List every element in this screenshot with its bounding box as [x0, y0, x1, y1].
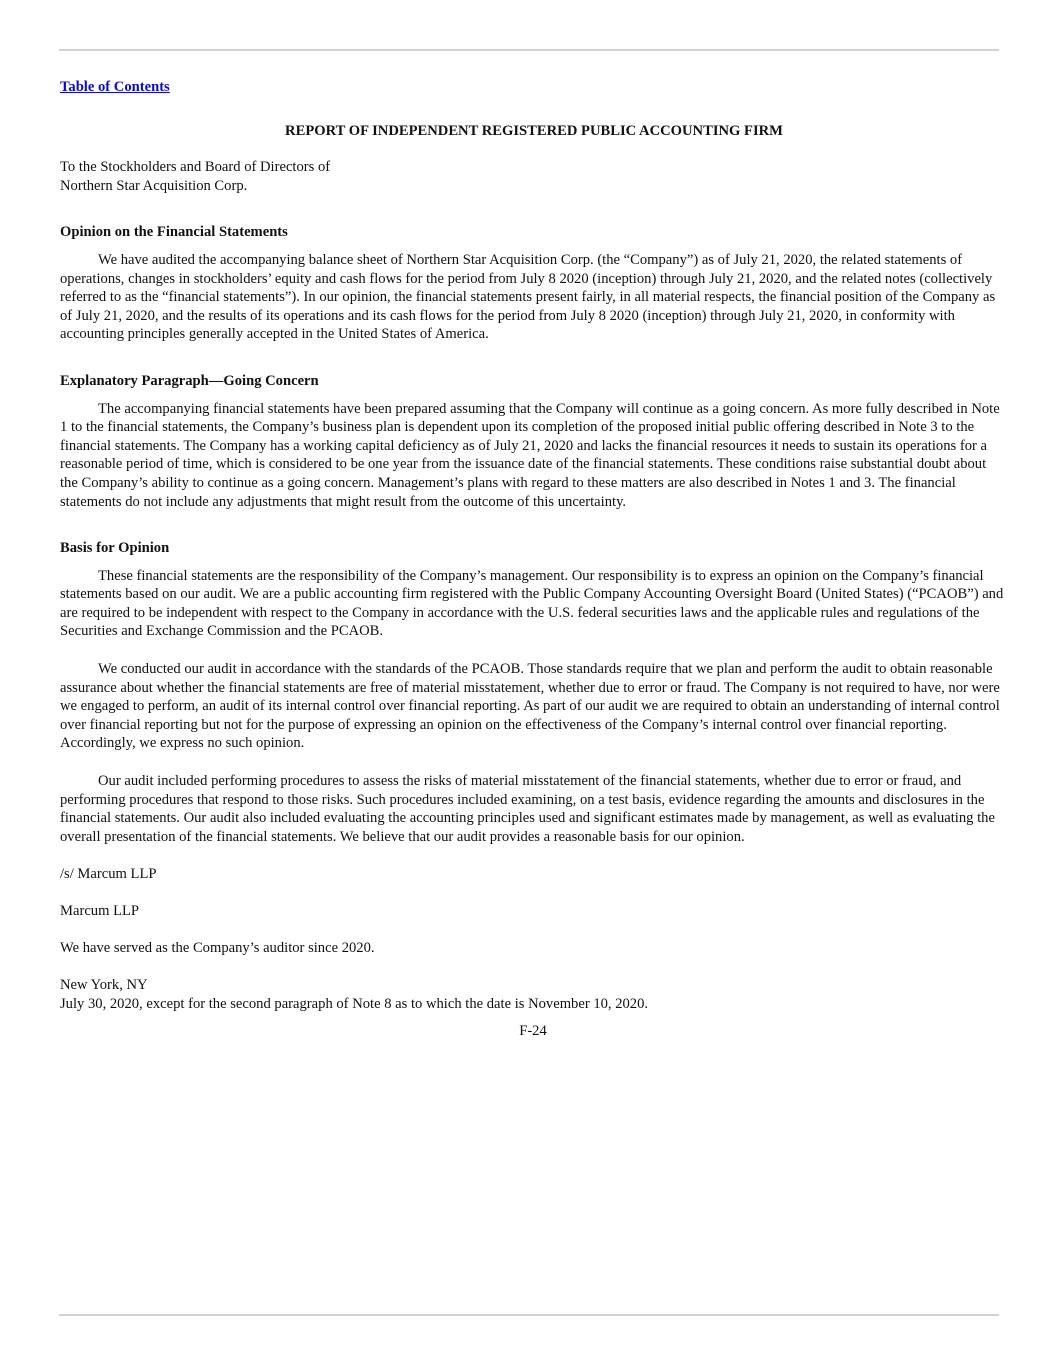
opinion-heading: Opinion on the Financial Statements	[60, 224, 288, 241]
basis-heading: Basis for Opinion	[60, 540, 170, 557]
auditor-tenure: We have served as the Company’s auditor since 2020.	[60, 940, 375, 957]
opinion-paragraph: We have audited the accompanying balance sheet of Northern Star Acquisition Corp. (the “Company”) as of July 21, 2020, the related statements of operations, changes in stockholders’ equity and cash flows for the period from July 8 2020 (inception) through July 21, 2020, and the related notes (collectively referred to as the “financial statements”). In our opinion, the financial statements present fairly, in all material respects, the financial position of the Company as of July 21, 2020, and the results of its operations and its cash flows for the period from July 8 2020 (inception) through July 21, 2020, in conformity with accounting principles generally accepted in the United States of America.	[60, 251, 996, 343]
top-divider	[59, 49, 999, 51]
firm-name: Marcum LLP	[60, 903, 140, 919]
report-title: REPORT OF INDEPENDENT REGISTERED PUBLIC ACCOUNTING FIRM	[285, 122, 783, 139]
signature-line: /s/ Marcum LLP	[60, 865, 157, 882]
basis-paragraph-2: We conducted our audit in accordance with the standards of the PCAOB. Those standards require that we plan and perform the audit to obtain reasonable assurance about whether the financial statements are free of material misstatement, whether due to error or fraud. The Company is not required to have, nor were we engaged to perform, an audit of its internal control over financial reporting. As part of our audit we are required to obtain an understanding of internal control over financial reporting but not for the purpose of expressing an opinion on the effectiveness of the Company’s internal control over financial reporting. Accordingly, we express no such opinion.	[60, 661, 1000, 752]
report-page	[60, 78, 1006, 1041]
bottom-divider	[59, 1314, 999, 1316]
report-date: July 30, 2020, except for the second paragraph of Note 8 as to which the date is November 10, 2020.	[60, 995, 649, 1012]
basis-paragraph-3: Our audit included performing procedures to assess the risks of material misstatement of the financial statements, whether due to error or fraud, and performing procedures that respond to those risks. Such procedures included examining, on a test basis, evidence regarding the amounts and disclosures in the financial statements. Our audit also included evaluating the accounting principles used and significant estimates made by management, as well as evaluating the overall presentation of the financial statements. We believe that our audit provides a reasonable basis for our opinion.	[60, 773, 995, 845]
going-concern-heading: Explanatory Paragraph—Going Concern	[60, 372, 319, 389]
addressee	[60, 158, 1006, 195]
addressee-line-2: Northern Star Acquisition Corp.	[60, 177, 248, 194]
page-number: F-24	[519, 1023, 547, 1040]
location-and-date	[60, 976, 1006, 1013]
going-concern-paragraph: The accompanying financial statements have been prepared assuming that the Company will continue as a going concern. As more fully described in Note 1 to the financial statements, the Company’s business plan is dependent upon its completion of the proposed initial public offering described in Note 3 to the financial statements. The Company has a working capital deficiency as of July 21, 2020 and lacks the financial resources it needs to sustain its operations for a reasonable period of time, which is considered to be one year from the issuance date of the financial statements. These conditions raise substantial doubt about the Company’s ability to continue as a going concern. Management’s plans with regard to these matters are also described in Notes 1 and 3. The financial statements do not include any adjustments that might result from the outcome of this uncertainty.	[60, 400, 1000, 510]
location: New York, NY	[60, 977, 148, 994]
addressee-line-1: To the Stockholders and Board of Directors of	[60, 159, 331, 176]
table-of-contents-link[interactable]: Table of Contents	[60, 79, 170, 95]
basis-paragraph-1: These financial statements are the responsibility of the Company’s management. Our responsibility is to express an opinion on the Company’s financial statements based on our audit. We are a public accounting firm registered with the Public Company Accounting Oversight Board (United States) (“PCAOB”) and are required to be independent with respect to the Company in accordance with the U.S. federal securities laws and the applicable rules and regulations of the Securities and Exchange Commission and the PCAOB.	[60, 567, 1004, 640]
